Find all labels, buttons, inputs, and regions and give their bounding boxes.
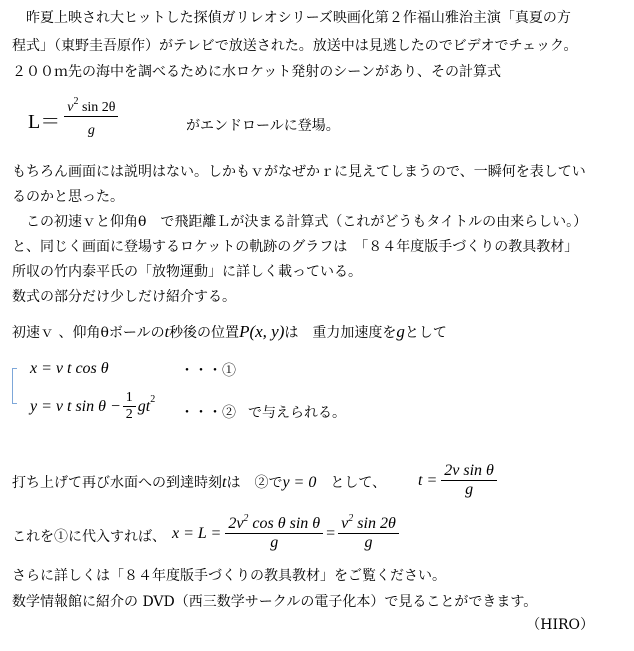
substitution-formula: x = L = $\frac{2v^2 \cos \theta \sin \theta}{g}$ = $\frac{v^2 \sin 2\theta}{g}$	[172, 515, 399, 552]
equation-mark-2: ・・・②	[180, 405, 236, 421]
text-line: ２００ｍ先の海中を調べるために水ロケット発射のシーンがあり、その計算式	[12, 64, 502, 80]
author-signature: （HIRO）	[526, 617, 594, 633]
formula-caption: がエンドロールに登場。	[186, 118, 340, 134]
text-line: 数学情報館に紹介の DVD（西三数学サークルの電子化本）で見ることができます。	[12, 594, 538, 610]
substitution-caption: これを①に代入すれば、	[12, 529, 166, 545]
text-line: と、同じく画面に登場するロケットの軌跡のグラフは 「８４年度版手づくりの教具教材」	[12, 239, 579, 255]
equation-caption: で与えられる。	[248, 405, 346, 421]
text-line: この初速ｖと仰角θ で飛距離Ｌが決まる計算式（これがどうもタイトルの由来らしい。）	[12, 214, 588, 230]
text-line: るのかと思った。	[12, 189, 124, 205]
text-line: 昨夏上映され大ヒットした探偵ガリレオシリーズ映画化第２作福山雅治主演「真夏の方	[12, 10, 571, 26]
formula-fraction: $\frac{v^2 \sin 2\theta}{g}$	[64, 100, 118, 139]
text-line: もちろん画面には説明はない。しかもｖがなぜかｒに見えてしまうので、一瞬何を表してい	[12, 164, 586, 180]
text-line: さらに詳しくは「８４年度版手づくりの教具教材」をご覧ください。	[12, 568, 446, 584]
formula-lhs: L＝	[28, 111, 61, 133]
intro-line: 初速ｖ 、仰角θボールのt秒後の位置P(x, y)は 重力加速度をgとして	[12, 322, 447, 341]
system-brace	[12, 368, 17, 404]
equation-mark-1: ・・・①	[180, 363, 236, 379]
range-formula	[28, 96, 118, 139]
equation-y: y = v t sin θ − $\frac{1}{2}$ gt 2	[30, 390, 156, 422]
equation-x: x = v t cos θ	[30, 360, 109, 377]
text-line: 程式」（東野圭吾原作）がテレビで放送された。放送中は見逃したのでビデオでチェック。	[12, 38, 578, 54]
text-line: 数式の部分だけ少しだけ紹介する。	[12, 289, 236, 305]
landing-formula: t = $\frac{\text{2v sin θ}}{g}$	[418, 462, 497, 499]
text-line: 所収の竹内泰平氏の「放物運動」に詳しく載っている。	[12, 264, 362, 280]
landing-line: 打ち上げて再び水面への到達時刻tは ②でy = 0 として、	[12, 474, 387, 491]
